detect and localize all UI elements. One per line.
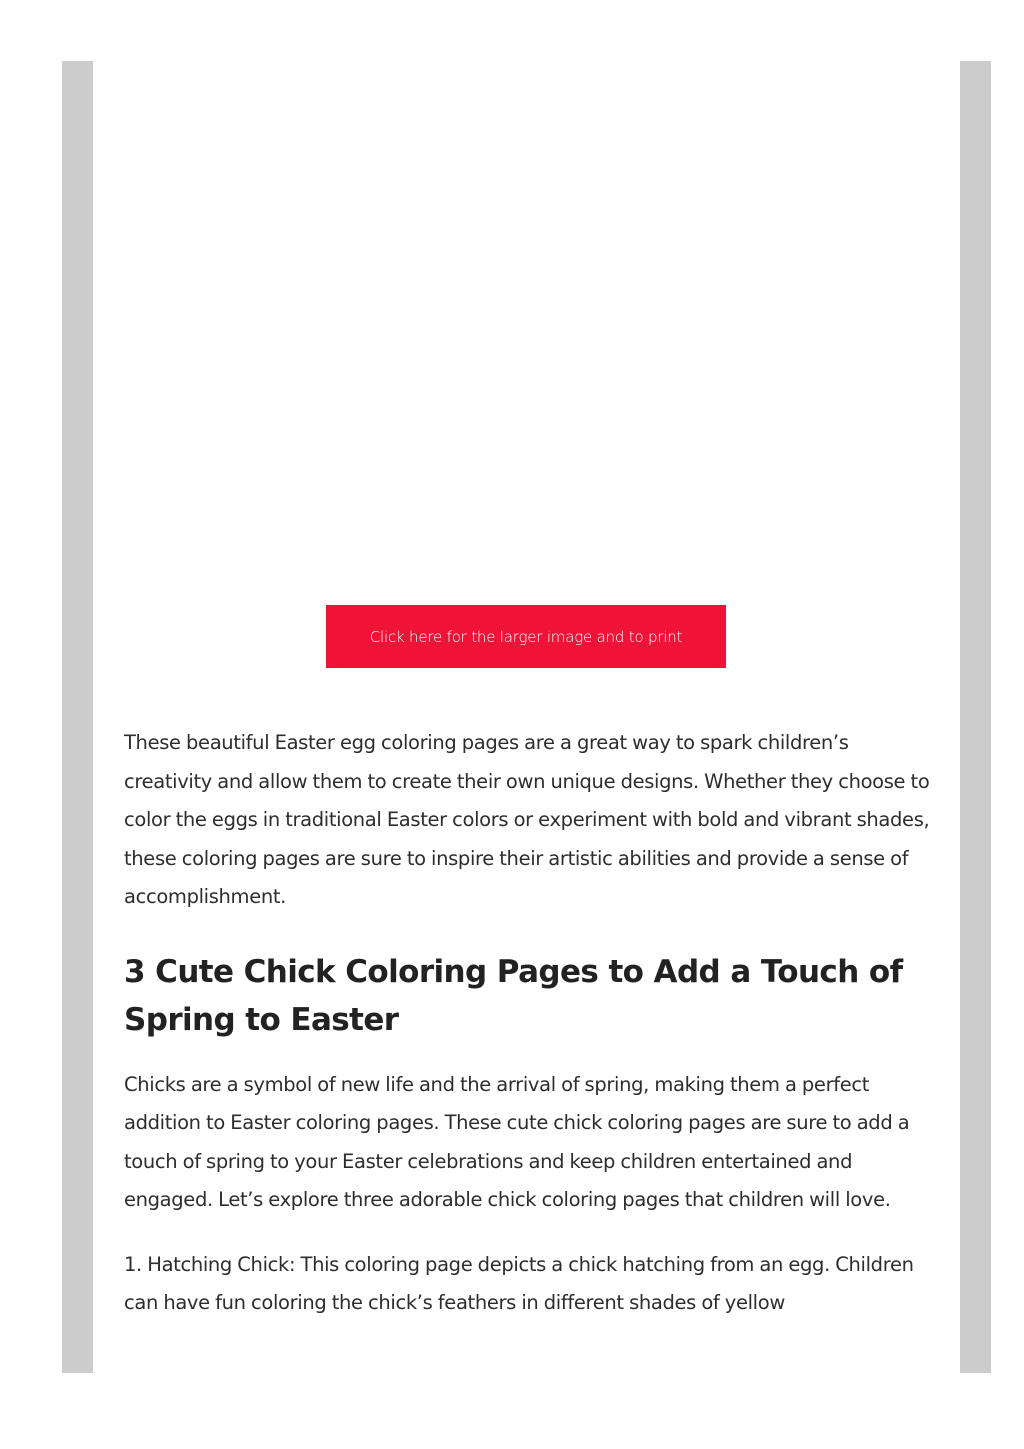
right-gray-border [960,61,991,1373]
section-heading: 3 Cute Chick Coloring Pages to Add a Touch of Spring to Easter [124,953,903,1038]
article-paragraph: 1. Hatching Chick: This coloring page depicts a chick hatching from an egg. Children can have fun coloring the chick’s feathers in different shades of yellow [124,1252,914,1314]
article-paragraph: These beautiful Easter egg coloring pages are a great way to spark children’s creativity and allow them to create their own unique designs. Whether they choose to color the eggs in traditional Easter colors or experiment with bold and vibrant shades, these coloring pages are sure to inspire their artistic abilities and provide a sense of accomplishment. [124,731,930,908]
larger-image-print-button[interactable]: Click here for the larger image and to print [326,605,726,668]
article-paragraph: Chicks are a symbol of new life and the arrival of spring, making them a perfect addition to Easter coloring pages. These cute chick coloring pages are sure to add a touch of spring to your Easter celebrations and keep children entertained and engaged. Let’s explore three adorable chick coloring pages that children will love. [124,1072,910,1211]
article-body [124,724,934,1323]
coloring-page-image-placeholder [93,61,960,591]
left-gray-border [62,61,93,1373]
